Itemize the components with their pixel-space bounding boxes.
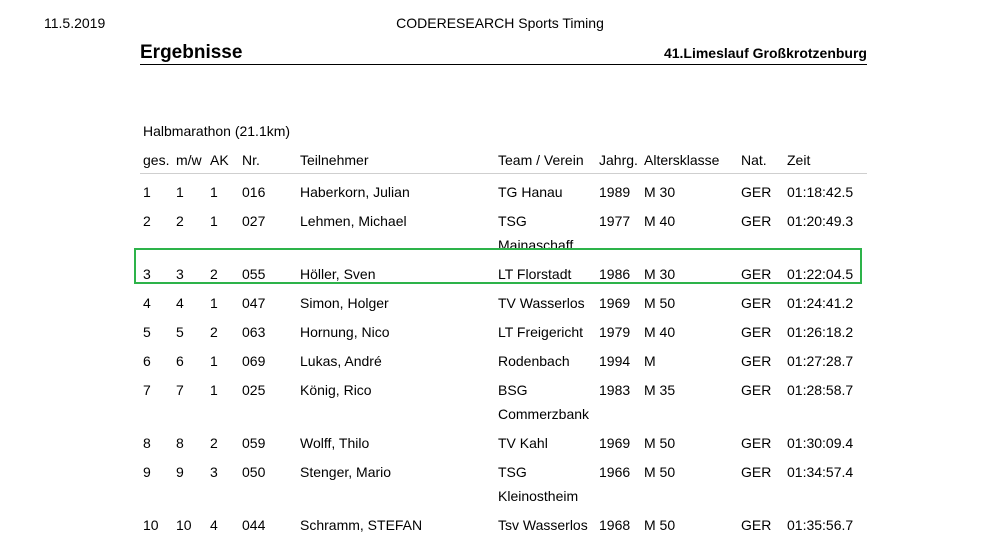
finish-time: 01:18:42.5 bbox=[787, 184, 854, 200]
bib-number: 050 bbox=[242, 464, 266, 480]
col-header-ges: ges. bbox=[143, 152, 170, 168]
finish-time: 01:35:56.7 bbox=[787, 517, 854, 533]
birth-year: 1966 bbox=[599, 464, 631, 480]
birth-year: 1989 bbox=[599, 184, 631, 200]
birth-year: 1977 bbox=[599, 213, 631, 229]
table-row bbox=[140, 174, 867, 203]
nationality: GER bbox=[741, 353, 772, 369]
bib-number: 069 bbox=[242, 353, 266, 369]
finish-time: 01:26:18.2 bbox=[787, 324, 854, 340]
participant-name: König, Rico bbox=[300, 382, 372, 398]
rank-overall: 6 bbox=[143, 353, 151, 369]
rank-gender: 9 bbox=[176, 464, 184, 480]
results-table bbox=[140, 146, 867, 536]
rank-class: 1 bbox=[210, 213, 218, 229]
bib-number: 027 bbox=[242, 213, 266, 229]
rank-overall: 1 bbox=[143, 184, 151, 200]
table-row bbox=[140, 256, 867, 285]
participant-name: Höller, Sven bbox=[300, 266, 376, 282]
rank-overall: 10 bbox=[143, 517, 159, 533]
team-name: TG Hanau bbox=[498, 184, 563, 200]
table-row bbox=[140, 314, 867, 343]
col-header-nat: Nat. bbox=[741, 152, 767, 168]
birth-year: 1994 bbox=[599, 353, 631, 369]
nationality: GER bbox=[741, 464, 772, 480]
rank-gender: 2 bbox=[176, 213, 184, 229]
participant-name: Stenger, Mario bbox=[300, 464, 392, 480]
col-header-mw: m/w bbox=[176, 152, 202, 168]
birth-year: 1979 bbox=[599, 324, 631, 340]
rank-class: 3 bbox=[210, 464, 218, 480]
finish-time: 01:34:57.4 bbox=[787, 464, 854, 480]
rank-gender: 8 bbox=[176, 435, 184, 451]
age-class: M bbox=[644, 353, 656, 369]
team-name: BSG Commerzbank bbox=[498, 382, 590, 422]
table-row bbox=[140, 372, 867, 425]
category-title: Halbmarathon (21.1km) bbox=[143, 123, 291, 139]
table-row bbox=[140, 285, 867, 314]
table-row bbox=[140, 425, 867, 454]
age-class: M 50 bbox=[644, 517, 676, 533]
col-header-zeit: Zeit bbox=[787, 152, 811, 168]
nationality: GER bbox=[741, 324, 772, 340]
rank-class: 2 bbox=[210, 266, 218, 282]
table-row bbox=[140, 203, 867, 256]
nationality: GER bbox=[741, 184, 772, 200]
age-class: M 35 bbox=[644, 382, 676, 398]
nationality: GER bbox=[741, 517, 772, 533]
team-name: LT Florstadt bbox=[498, 266, 572, 282]
participant-name: Schramm, STEFAN bbox=[300, 517, 423, 533]
age-class: M 40 bbox=[644, 324, 676, 340]
rank-class: 1 bbox=[210, 382, 218, 398]
finish-time: 01:20:49.3 bbox=[787, 213, 854, 229]
birth-year: 1969 bbox=[599, 435, 631, 451]
table-row bbox=[140, 507, 867, 536]
rank-class: 2 bbox=[210, 324, 218, 340]
page-title: Ergebnisse bbox=[140, 42, 243, 63]
rank-overall: 8 bbox=[143, 435, 151, 451]
rank-overall: 3 bbox=[143, 266, 151, 282]
col-header-altersklasse: Altersklasse bbox=[644, 152, 720, 168]
table-header bbox=[140, 146, 867, 174]
participant-name: Simon, Holger bbox=[300, 295, 389, 311]
nationality: GER bbox=[741, 266, 772, 282]
nationality: GER bbox=[741, 213, 772, 229]
team-name: Rodenbach bbox=[498, 353, 570, 369]
bib-number: 044 bbox=[242, 517, 266, 533]
age-class: M 30 bbox=[644, 266, 676, 282]
team-name: Tsv Wasserlos bbox=[498, 517, 588, 533]
participant-name: Wolff, Thilo bbox=[300, 435, 370, 451]
bib-number: 059 bbox=[242, 435, 266, 451]
rank-class: 4 bbox=[210, 517, 218, 533]
event-name: 41.Limeslauf Großkrotzenburg bbox=[663, 45, 867, 61]
rank-overall: 2 bbox=[143, 213, 151, 229]
finish-time: 01:27:28.7 bbox=[787, 353, 854, 369]
team-name: TSG Mainaschaff bbox=[498, 213, 574, 253]
age-class: M 50 bbox=[644, 435, 676, 451]
participant-name: Lukas, André bbox=[300, 353, 382, 369]
report-date: 11.5.2019 bbox=[44, 15, 106, 31]
age-class: M 50 bbox=[644, 295, 676, 311]
birth-year: 1983 bbox=[599, 382, 631, 398]
age-class: M 50 bbox=[644, 464, 676, 480]
finish-time: 01:22:04.5 bbox=[787, 266, 854, 282]
header-rule bbox=[140, 64, 867, 65]
bib-number: 016 bbox=[242, 184, 266, 200]
col-header-teilnehmer: Teilnehmer bbox=[300, 152, 369, 168]
bib-number: 055 bbox=[242, 266, 266, 282]
finish-time: 01:24:41.2 bbox=[787, 295, 854, 311]
nationality: GER bbox=[741, 382, 772, 398]
rank-gender: 3 bbox=[176, 266, 184, 282]
team-name: LT Freigericht bbox=[498, 324, 584, 340]
birth-year: 1969 bbox=[599, 295, 631, 311]
age-class: M 30 bbox=[644, 184, 676, 200]
rank-gender: 5 bbox=[176, 324, 184, 340]
rank-class: 2 bbox=[210, 435, 218, 451]
col-header-ak: AK bbox=[210, 152, 229, 168]
table-row bbox=[140, 454, 867, 507]
team-name: TSG Kleinostheim bbox=[498, 464, 579, 504]
rank-class: 1 bbox=[210, 184, 218, 200]
birth-year: 1968 bbox=[599, 517, 631, 533]
team-name: TV Kahl bbox=[498, 435, 548, 451]
team-name: TV Wasserlos bbox=[498, 295, 585, 311]
participant-name: Haberkorn, Julian bbox=[300, 184, 410, 200]
rank-overall: 7 bbox=[143, 382, 151, 398]
table-row bbox=[140, 343, 867, 372]
birth-year: 1986 bbox=[599, 266, 631, 282]
finish-time: 01:28:58.7 bbox=[787, 382, 854, 398]
age-class: M 40 bbox=[644, 213, 676, 229]
bib-number: 063 bbox=[242, 324, 266, 340]
nationality: GER bbox=[741, 295, 772, 311]
rank-gender: 7 bbox=[176, 382, 184, 398]
rank-overall: 9 bbox=[143, 464, 151, 480]
rank-overall: 5 bbox=[143, 324, 151, 340]
rank-gender: 10 bbox=[176, 517, 192, 533]
bib-number: 047 bbox=[242, 295, 266, 311]
col-header-jahrg: Jahrg. bbox=[599, 152, 638, 168]
col-header-team: Team / Verein bbox=[498, 152, 584, 168]
participant-name: Lehmen, Michael bbox=[300, 213, 407, 229]
company-name: CODERESEARCH Sports Timing bbox=[396, 15, 604, 31]
rank-gender: 6 bbox=[176, 353, 184, 369]
rank-gender: 1 bbox=[176, 184, 184, 200]
col-header-nr: Nr. bbox=[242, 152, 260, 168]
finish-time: 01:30:09.4 bbox=[787, 435, 854, 451]
rank-class: 1 bbox=[210, 295, 218, 311]
participant-name: Hornung, Nico bbox=[300, 324, 390, 340]
rank-gender: 4 bbox=[176, 295, 184, 311]
rank-class: 1 bbox=[210, 353, 218, 369]
bib-number: 025 bbox=[242, 382, 266, 398]
nationality: GER bbox=[741, 435, 772, 451]
rank-overall: 4 bbox=[143, 295, 151, 311]
